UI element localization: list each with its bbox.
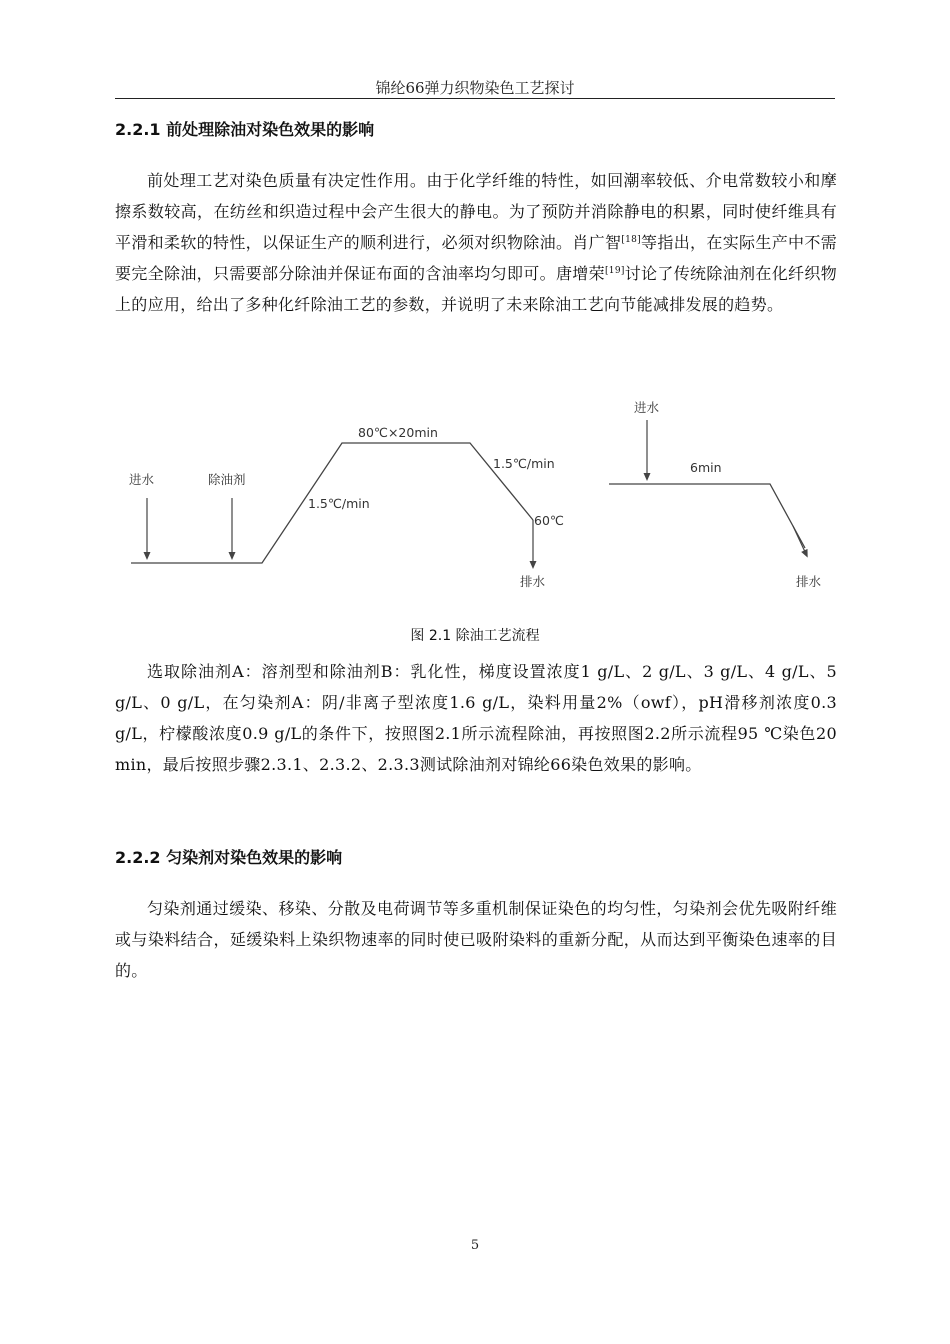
label-drain: 排水 [520,574,546,589]
paragraph-text: 前处理工艺对染色质量有决定性作用。由于化学纤维的特性，如回潮率较低、介电常数较小和摩擦系数较高，在纺丝和织造过程中会产生很大的静电。为了预防并消除静电的积累，同时使纤维具有平滑和柔软的特性，以保证生产的顺利进行，必须对织物除油。肖广智 [115,171,837,252]
paragraph-text: 等指出，在实际生产中不需要完全除油，只需要部分除油并保证布面的含油率均匀即可。唐增荣 [115,233,837,283]
label-temp-end: 60℃ [534,513,564,528]
label-water-in-2: 进水 [634,400,660,415]
figure-caption: 图 2.1 除油工艺流程 [410,628,540,644]
section-heading-2-2-2: 2.2.2 匀染剂对染色效果的影响 [115,848,343,867]
citation-18[interactable]: [18] [621,235,641,245]
paragraph-leveling-agent: 匀染剂通过缓染、移染、分散及电荷调节等多重机制保证染色的均匀性，匀染剂会优先吸附纤维或与染料结合，延缓染料上染织物速率的同时使已吸附染料的重新分配，从而达到平衡染色速率的目的。 [115,899,837,980]
drain-arrow-2 [793,526,806,554]
running-header: 锦纶66弹力织物染色工艺探讨 [375,79,575,97]
process-diagram [115,390,835,605]
paragraph-pretreatment [115,165,837,320]
label-drain-2: 排水 [796,574,822,589]
label-ramp-down: 1.5℃/min [493,456,555,471]
paragraph-text: 讨论了传统除油剂在化纤织物上的应用，给出了多种化纤除油工艺的参数，并说明了未来除油工艺向节能减排发展的趋势。 [115,264,837,314]
process-line-2 [609,484,805,548]
label-time-2: 6min [690,460,722,475]
degreasing-process-figure [115,390,835,605]
section-heading-2-2-1: 2.2.1 前处理除油对染色效果的影响 [115,120,375,139]
header-rule [115,98,835,99]
label-water-in: 进水 [129,472,155,487]
label-degreaser: 除油剂 [208,472,246,487]
citation-19[interactable]: [19] [604,266,625,276]
paragraph-method: 选取除油剂A：溶剂型和除油剂B：乳化性，梯度设置浓度1 g/L、2 g/L、3 g/L、4 g/L、5 g/L、0 g/L，在匀染剂A：阴/非离子型浓度1.6 g/L，染料用量2%（owf），pH滑移剂浓度0.3 g/L，柠檬酸浓度0.9 g/L的条件下，按照图2.1所示流程除油，再按照图2.2所示流程95 ℃染色20 min，最后按照步骤2.3.1、2.3.2、2.3.3测试除油剂对锦纶66染色效果的影响。 [115,662,837,774]
label-hold: 80℃×20min [358,425,438,440]
page-number: 5 [470,1238,480,1253]
label-ramp-up: 1.5℃/min [308,496,370,511]
